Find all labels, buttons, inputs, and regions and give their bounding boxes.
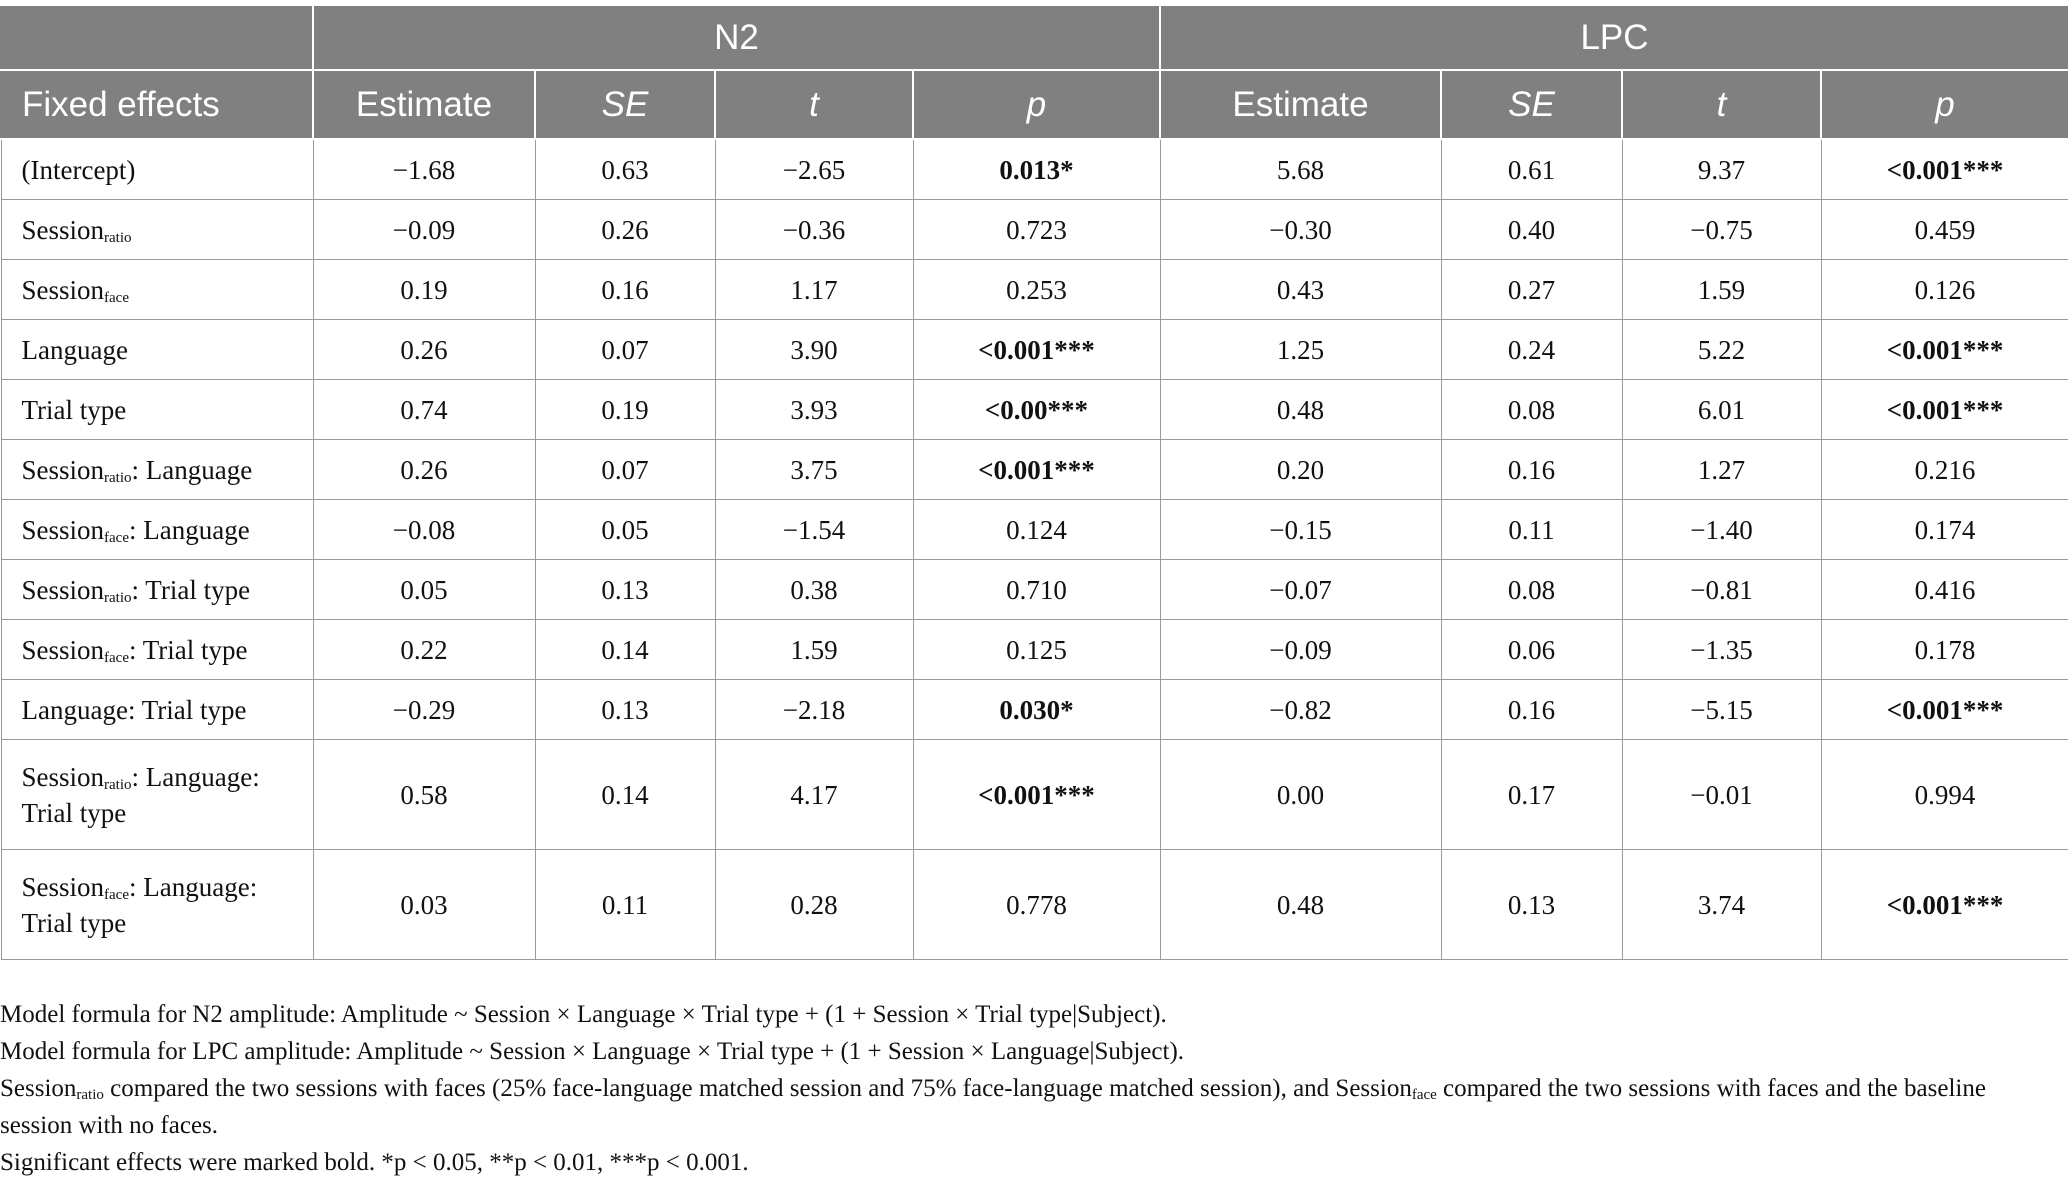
row-label (1, 200, 313, 260)
cell-n2-se: 0.13 (535, 680, 715, 740)
col-header-n2-estimate: Estimate (313, 70, 535, 139)
cell-lpc-p: <0.001*** (1821, 139, 2068, 200)
table-row (1, 320, 2068, 380)
cell-n2-t: 0.38 (715, 560, 913, 620)
note-session-word-2: Session (1335, 1075, 1412, 1102)
cell-lpc-t: 3.74 (1622, 850, 1821, 960)
cell-n2-p: 0.723 (913, 200, 1160, 260)
row-label-text: Session (21, 454, 105, 485)
cell-n2-p: <0.001*** (913, 740, 1160, 850)
cell-n2-p: <0.001*** (913, 320, 1160, 380)
row-label-text: Language (21, 334, 128, 365)
cell-n2-se: 0.05 (535, 500, 715, 560)
group-header-n2: N2 (313, 6, 1160, 70)
col-header-fixed-effects: Fixed effects (1, 70, 313, 139)
cell-n2-se: 0.16 (535, 260, 715, 320)
cell-n2-se: 0.19 (535, 380, 715, 440)
row-label-suffix: : Language (131, 454, 253, 485)
cell-n2-p: 0.124 (913, 500, 1160, 560)
cell-lpc-se: 0.11 (1441, 500, 1622, 560)
note-session-definitions (0, 1070, 2050, 1144)
cell-lpc-estimate: −0.09 (1160, 620, 1441, 680)
row-label-subscript: face (104, 649, 129, 666)
cell-n2-estimate: −0.09 (313, 200, 535, 260)
note-face-sub: face (1411, 1087, 1437, 1103)
row-label (1, 620, 313, 680)
row-label-text: Trial type (21, 394, 127, 425)
table-row (1, 620, 2068, 680)
results-table (0, 6, 2068, 960)
cell-lpc-t: −0.01 (1622, 740, 1821, 850)
cell-lpc-estimate: −0.07 (1160, 560, 1441, 620)
cell-n2-se: 0.11 (535, 850, 715, 960)
cell-lpc-estimate: 0.00 (1160, 740, 1441, 850)
row-label-subscript: ratio (104, 776, 132, 793)
cell-n2-se: 0.63 (535, 139, 715, 200)
cell-lpc-t: 9.37 (1622, 139, 1821, 200)
col-header-lpc-estimate: Estimate (1160, 70, 1441, 139)
table-row (1, 200, 2068, 260)
cell-lpc-t: 5.22 (1622, 320, 1821, 380)
cell-lpc-se: 0.16 (1441, 680, 1622, 740)
row-label-subscript: ratio (104, 229, 132, 246)
row-label-subscript: ratio (104, 469, 132, 486)
cell-lpc-se: 0.61 (1441, 139, 1622, 200)
cell-lpc-p: 0.416 (1821, 560, 2068, 620)
cell-n2-t: 3.93 (715, 380, 913, 440)
cell-lpc-se: 0.08 (1441, 380, 1622, 440)
note-session-desc-b: compared the two sessions with faces and the baseline session with no faces. (0, 1075, 1986, 1139)
cell-n2-t: 1.59 (715, 620, 913, 680)
cell-n2-estimate: −1.68 (313, 139, 535, 200)
group-header-lpc: LPC (1160, 6, 2068, 70)
cell-n2-estimate: 0.58 (313, 740, 535, 850)
row-label (1, 740, 313, 850)
col-header-n2-se: SE (535, 70, 715, 139)
row-label-subscript: face (104, 529, 129, 546)
row-label (1, 560, 313, 620)
cell-n2-estimate: 0.26 (313, 440, 535, 500)
table-body (1, 139, 2068, 960)
cell-lpc-t: −1.40 (1622, 500, 1821, 560)
cell-lpc-p: 0.178 (1821, 620, 2068, 680)
cell-n2-t: 4.17 (715, 740, 913, 850)
row-label-text: Language: Trial type (21, 694, 247, 725)
cell-lpc-p: 0.994 (1821, 740, 2068, 850)
table-row (1, 500, 2068, 560)
cell-lpc-estimate: −0.15 (1160, 500, 1441, 560)
row-label-subscript: face (104, 289, 129, 306)
cell-lpc-se: 0.17 (1441, 740, 1622, 850)
row-label (1, 850, 313, 960)
cell-lpc-estimate: 5.68 (1160, 139, 1441, 200)
cell-n2-p: <0.00*** (913, 380, 1160, 440)
row-label-text: Session (21, 514, 105, 545)
row-label (1, 500, 313, 560)
cell-lpc-t: −0.81 (1622, 560, 1821, 620)
cell-n2-p: 0.125 (913, 620, 1160, 680)
note-ratio-sub: ratio (76, 1087, 104, 1103)
cell-n2-se: 0.07 (535, 440, 715, 500)
row-label-text: Session (21, 274, 105, 305)
cell-n2-p: 0.710 (913, 560, 1160, 620)
cell-n2-estimate: 0.03 (313, 850, 535, 960)
cell-n2-estimate: 0.05 (313, 560, 535, 620)
row-label-text: Session (21, 214, 105, 245)
row-label-subscript: face (104, 886, 129, 903)
cell-lpc-se: 0.24 (1441, 320, 1622, 380)
cell-lpc-estimate: 0.20 (1160, 440, 1441, 500)
table-notes (0, 996, 2050, 1181)
cell-lpc-se: 0.13 (1441, 850, 1622, 960)
table-row (1, 139, 2068, 200)
col-header-lpc-p: p (1821, 70, 2068, 139)
cell-n2-t: −2.65 (715, 139, 913, 200)
cell-lpc-se: 0.06 (1441, 620, 1622, 680)
cell-lpc-p: 0.459 (1821, 200, 2068, 260)
cell-lpc-t: −5.15 (1622, 680, 1821, 740)
cell-lpc-p: <0.001*** (1821, 850, 2068, 960)
row-label-text: Session (21, 574, 105, 605)
cell-lpc-estimate: 0.48 (1160, 850, 1441, 960)
cell-lpc-estimate: 0.43 (1160, 260, 1441, 320)
cell-n2-p: 0.030* (913, 680, 1160, 740)
cell-n2-estimate: 0.74 (313, 380, 535, 440)
row-label-text: Session (21, 761, 105, 792)
row-label-suffix: : Language: (131, 761, 260, 792)
note-lpc-formula: Model formula for LPC amplitude: Amplitude ~ Session × Language × Trial type + (1 + Session × Language|Subject). (0, 1038, 1185, 1065)
cell-n2-estimate: −0.08 (313, 500, 535, 560)
cell-n2-se: 0.07 (535, 320, 715, 380)
cell-n2-se: 0.13 (535, 560, 715, 620)
row-label-line2: Trial type (21, 907, 127, 938)
col-header-lpc-t: t (1622, 70, 1821, 139)
cell-n2-t: 3.90 (715, 320, 913, 380)
row-label (1, 440, 313, 500)
cell-n2-t: 1.17 (715, 260, 913, 320)
row-label-text: (Intercept) (21, 154, 136, 185)
cell-n2-p: 0.778 (913, 850, 1160, 960)
cell-n2-estimate: −0.29 (313, 680, 535, 740)
cell-lpc-se: 0.16 (1441, 440, 1622, 500)
cell-n2-estimate: 0.19 (313, 260, 535, 320)
row-label (1, 380, 313, 440)
cell-lpc-estimate: −0.82 (1160, 680, 1441, 740)
cell-lpc-t: 6.01 (1622, 380, 1821, 440)
cell-lpc-p: 0.216 (1821, 440, 2068, 500)
row-label-text: Session (21, 871, 105, 902)
cell-lpc-p: <0.001*** (1821, 320, 2068, 380)
cell-n2-se: 0.14 (535, 620, 715, 680)
row-label-suffix: : Language: (129, 871, 258, 902)
cell-lpc-p: 0.126 (1821, 260, 2068, 320)
table-row (1, 440, 2068, 500)
col-header-n2-t: t (715, 70, 913, 139)
group-header-row (1, 6, 2068, 70)
cell-n2-t: 0.28 (715, 850, 913, 960)
col-header-lpc-se: SE (1441, 70, 1622, 139)
table-row (1, 380, 2068, 440)
cell-n2-t: 3.75 (715, 440, 913, 500)
cell-lpc-estimate: 0.48 (1160, 380, 1441, 440)
cell-n2-p: 0.253 (913, 260, 1160, 320)
cell-n2-se: 0.26 (535, 200, 715, 260)
cell-lpc-t: 1.27 (1622, 440, 1821, 500)
cell-lpc-p: 0.174 (1821, 500, 2068, 560)
note-significance: Significant effects were marked bold. *p < 0.05, **p < 0.01, ***p < 0.001. (0, 1149, 749, 1176)
col-header-n2-p: p (913, 70, 1160, 139)
cell-lpc-t: 1.59 (1622, 260, 1821, 320)
cell-n2-estimate: 0.22 (313, 620, 535, 680)
row-label-subscript: ratio (104, 589, 132, 606)
cell-n2-t: −2.18 (715, 680, 913, 740)
cell-n2-p: 0.013* (913, 139, 1160, 200)
table-row (1, 560, 2068, 620)
cell-n2-p: <0.001*** (913, 440, 1160, 500)
table-row (1, 680, 2068, 740)
note-n2-formula: Model formula for N2 amplitude: Amplitude ~ Session × Language × Trial type + (1 + Session × Trial type|Subject). (0, 1001, 1167, 1028)
row-label-suffix: : Trial type (129, 634, 248, 665)
cell-lpc-se: 0.27 (1441, 260, 1622, 320)
note-session-desc-a: compared the two sessions with faces (25% face-language matched session and 75% face-language matched session), and (103, 1075, 1336, 1102)
cell-n2-estimate: 0.26 (313, 320, 535, 380)
row-label (1, 260, 313, 320)
cell-lpc-se: 0.40 (1441, 200, 1622, 260)
row-label-suffix: : Language (129, 514, 250, 545)
row-label-line2: Trial type (21, 797, 127, 828)
cell-n2-t: −0.36 (715, 200, 913, 260)
row-label-suffix: : Trial type (131, 574, 251, 605)
note-session-word-1: Session (0, 1075, 77, 1102)
row-label (1, 680, 313, 740)
table-header (1, 6, 2068, 139)
table-row (1, 850, 2068, 960)
cell-lpc-estimate: 1.25 (1160, 320, 1441, 380)
column-header-row (1, 70, 2068, 139)
table-row (1, 260, 2068, 320)
group-header-blank (1, 6, 313, 70)
cell-lpc-t: −1.35 (1622, 620, 1821, 680)
table-row (1, 740, 2068, 850)
cell-lpc-t: −0.75 (1622, 200, 1821, 260)
cell-n2-t: −1.54 (715, 500, 913, 560)
cell-n2-se: 0.14 (535, 740, 715, 850)
row-label (1, 139, 313, 200)
row-label-text: Session (21, 634, 105, 665)
cell-lpc-p: <0.001*** (1821, 680, 2068, 740)
row-label (1, 320, 313, 380)
cell-lpc-se: 0.08 (1441, 560, 1622, 620)
cell-lpc-estimate: −0.30 (1160, 200, 1441, 260)
cell-lpc-p: <0.001*** (1821, 380, 2068, 440)
